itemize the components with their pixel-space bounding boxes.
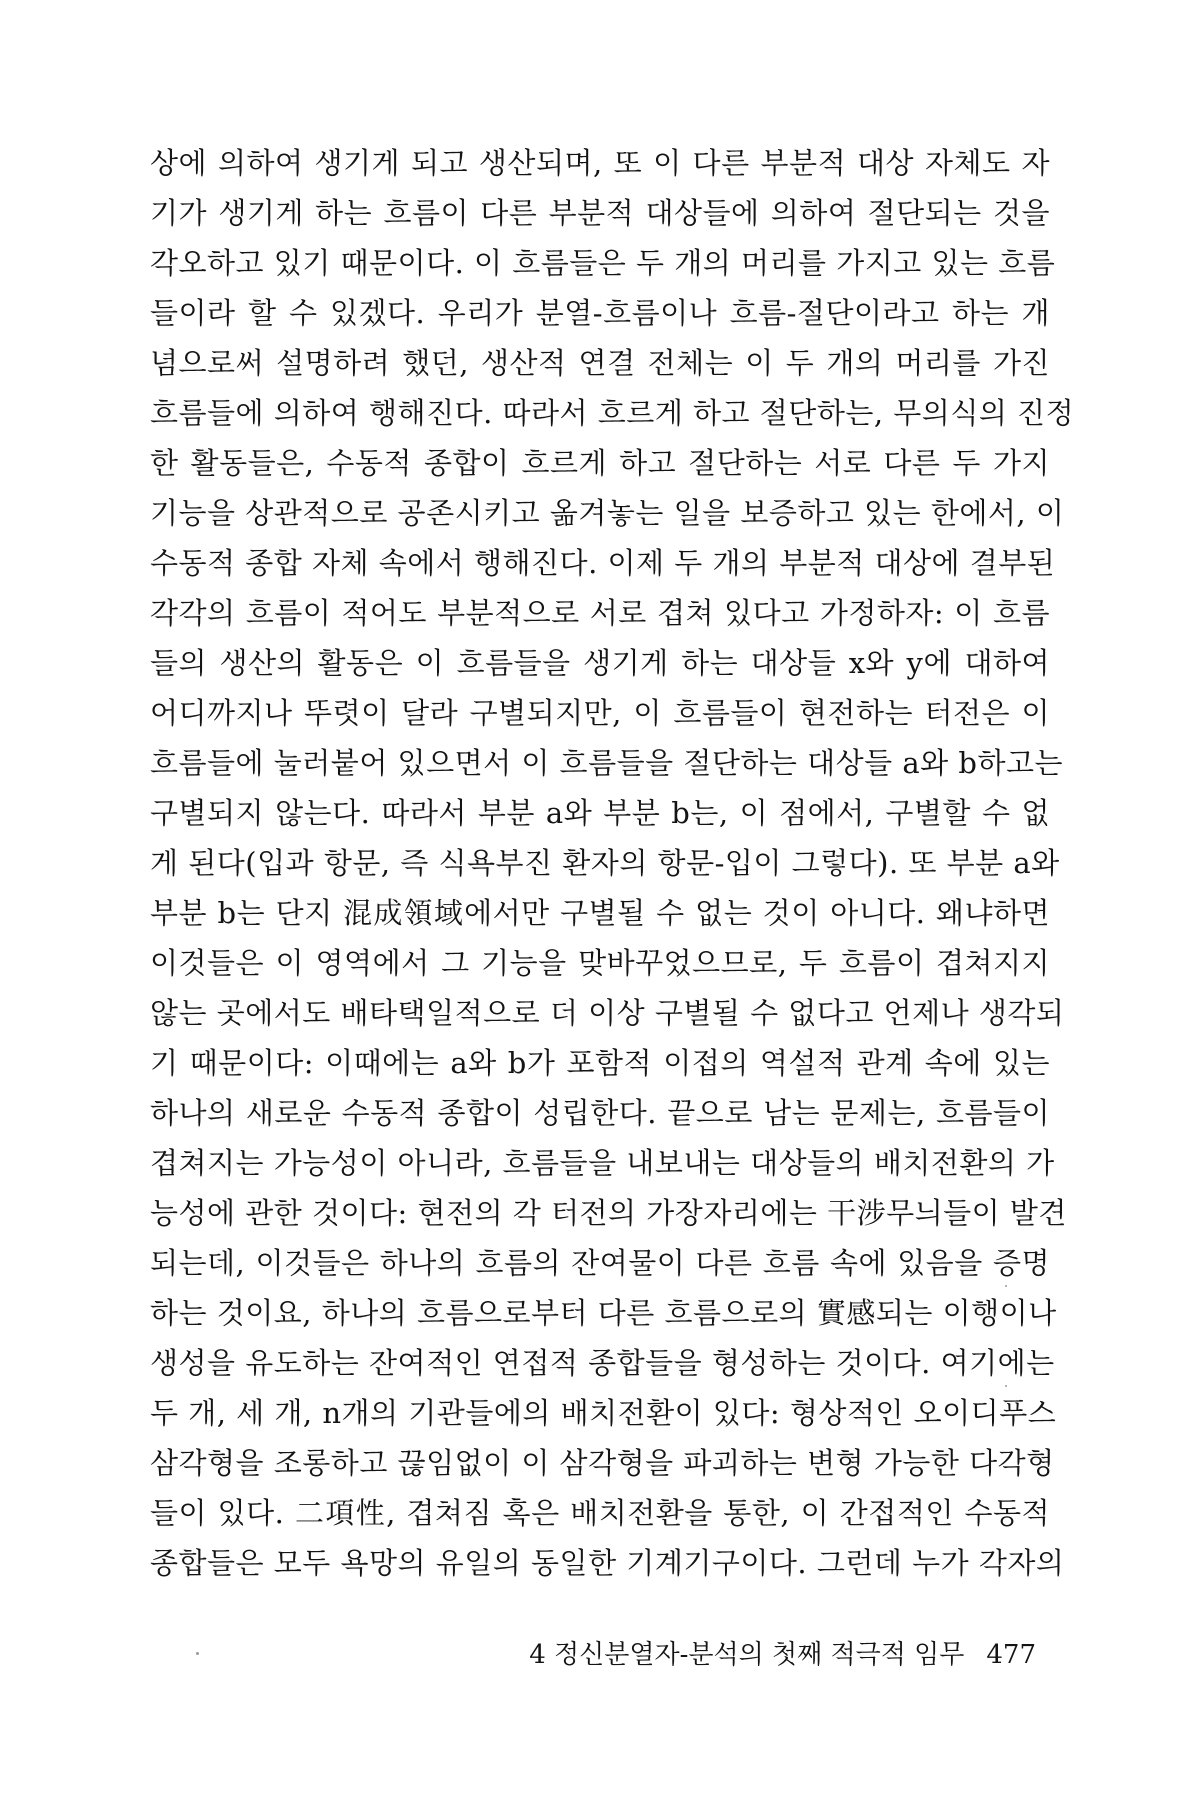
text-line: 념으로써 설명하려 했던, 생산적 연결 전체는 이 두 개의 머리를 가진 bbox=[150, 346, 1050, 380]
text-line: 기능을 상관적으로 공존시키고 옮겨놓는 일을 보증하고 있는 한에서, 이 bbox=[150, 496, 1065, 530]
text-line: 각오하고 있기 때문이다. 이 흐름들은 두 개의 머리를 가지고 있는 흐름 bbox=[150, 246, 1056, 280]
text-line: 이것들은 이 영역에서 그 기능을 맞바꾸었으므로, 두 흐름이 겹쳐지지 bbox=[150, 946, 1050, 980]
page-number: 477 bbox=[986, 1640, 1036, 1670]
text-line: 종합들은 모두 욕망의 유일의 동일한 기계기구이다. 그런데 누가 각자의 bbox=[150, 1546, 1065, 1580]
text-line: 하나의 새로운 수동적 종합이 성립한다. 끝으로 남는 문제는, 흐름들이 bbox=[150, 1096, 1050, 1130]
text-line: 게 된다(입과 항문, 즉 식욕부진 환자의 항문-입이 그렇다). 또 부분 a와 bbox=[150, 846, 1060, 880]
text-line: 한 활동들은, 수동적 종합이 흐르게 하고 절단하는 서로 다른 두 가지 bbox=[150, 446, 1050, 480]
body-text bbox=[150, 138, 1075, 1588]
scan-speck bbox=[1005, 1285, 1007, 1287]
text-line: 겹쳐지는 가능성이 아니라, 흐름들을 내보내는 대상들의 배치전환의 가 bbox=[150, 1146, 1055, 1180]
text-line: 수동적 종합 자체 속에서 행해진다. 이제 두 개의 부분적 대상에 결부된 bbox=[150, 546, 1056, 580]
text-line: 능성에 관한 것이다: 현전의 각 터전의 가장자리에는 干涉무늬들이 발견 bbox=[150, 1196, 1067, 1230]
text-line: 상에 의하여 생기게 되고 생산되며, 또 이 다른 부분적 대상 자체도 자 bbox=[150, 146, 1050, 180]
text-line: 들이라 할 수 있겠다. 우리가 분열-흐름이나 흐름-절단이라고 하는 개 bbox=[150, 296, 1050, 330]
text-line: 어디까지나 뚜렷이 달라 구별되지만, 이 흐름들이 현전하는 터전은 이 bbox=[150, 696, 1050, 730]
text-line: 두 개, 세 개, n개의 기관들에의 배치전환이 있다: 형상적인 오이디푸스 bbox=[150, 1396, 1057, 1430]
text-line: 기 때문이다: 이때에는 a와 b가 포함적 이접의 역설적 관계 속에 있는 bbox=[150, 1046, 1050, 1080]
text-line: 흐름들에 의하여 행해진다. 따라서 흐르게 하고 절단하는, 무의식의 진정 bbox=[150, 396, 1075, 430]
text-line: 되는데, 이것들은 하나의 흐름의 잔여물이 다른 흐름 속에 있음을 증명 bbox=[150, 1246, 1050, 1280]
page-footer bbox=[150, 1630, 1036, 1680]
text-line: 삼각형을 조롱하고 끊임없이 이 삼각형을 파괴하는 변형 가능한 다각형 bbox=[150, 1446, 1055, 1480]
text-line: 흐름들에 눌러붙어 있으면서 이 흐름들을 절단하는 대상들 a와 b하고는 bbox=[150, 746, 1063, 780]
text-line: 들의 생산의 활동은 이 흐름들을 생기게 하는 대상들 x와 y에 대하여 bbox=[150, 646, 1050, 680]
text-line: 생성을 유도하는 잔여적인 연접적 종합들을 형성하는 것이다. 여기에는 bbox=[150, 1346, 1055, 1380]
scan-speck bbox=[196, 1652, 199, 1655]
text-line: 구별되지 않는다. 따라서 부분 a와 부분 b는, 이 점에서, 구별할 수 없 bbox=[150, 796, 1050, 830]
text-line: 않는 곳에서도 배타택일적으로 더 이상 구별될 수 없다고 언제나 생각되 bbox=[150, 996, 1065, 1030]
text-line: 들이 있다. 二項性, 겹쳐짐 혹은 배치전환을 통한, 이 간접적인 수동적 bbox=[150, 1496, 1050, 1530]
text-line: 기가 생기게 하는 흐름이 다른 부분적 대상들에 의하여 절단되는 것을 bbox=[150, 196, 1050, 230]
text-line: 하는 것이요, 하나의 흐름으로부터 다른 흐름으로의 實感되는 이행이나 bbox=[150, 1296, 1057, 1330]
scan-speck bbox=[1005, 1385, 1007, 1387]
running-head: 4 정신분열자-분석의 첫째 적극적 임무 bbox=[529, 1640, 965, 1670]
text-line: 부분 b는 단지 混成領域에서만 구별될 수 없는 것이 아니다. 왜냐하면 bbox=[150, 896, 1050, 930]
text-line: 각각의 흐름이 적어도 부분적으로 서로 겹쳐 있다고 가정하자: 이 흐름 bbox=[150, 596, 1050, 630]
